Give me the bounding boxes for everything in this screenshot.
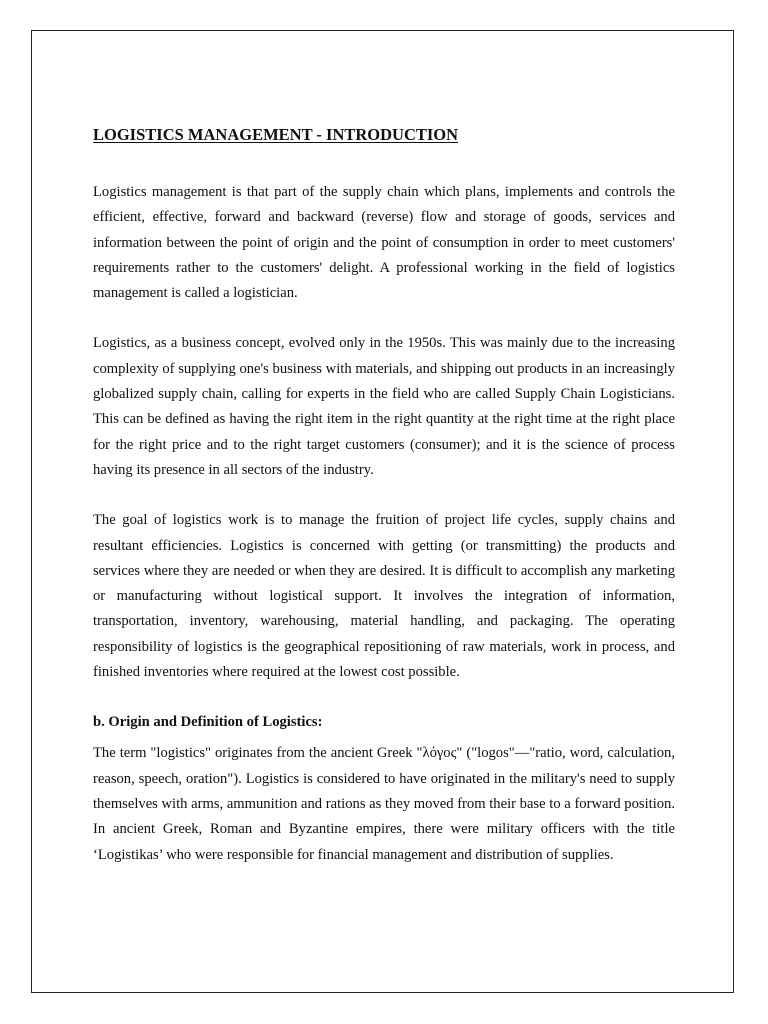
paragraph-goal: The goal of logistics work is to manage the fruition of project life cycles, supply chains and resultant efficiencies. Logistics is concerned with getting (or transmitting) the products and services where they are needed or when they are desired. It is difficult to accomplish any marketing or manufacturing without logistical support. It involves the integration of information, transportation, inventory, warehousing, material handling, and packaging. The operating responsibility of logistics is the geographical repositioning of raw materials, work in process, and finished inventories where required at the lowest cost possible. xyxy=(93,512,675,681)
document-body xyxy=(93,122,675,868)
section-heading: b. Origin and Definition of Logistics: xyxy=(93,714,323,731)
paragraph-definition: Logistics management is that part of the supply chain which plans, implements and controls the efficient, effective, forward and backward (reverse) flow and storage of goods, services and information between the point of origin and the point of consumption in order to meet customers' requirements rather to the customers' delight. A professional working in the field of logistics management is called a logistician. xyxy=(93,184,675,302)
page-title: LOGISTICS MANAGEMENT - INTRODUCTION xyxy=(93,125,459,144)
paragraph-history: Logistics, as a business concept, evolved only in the 1950s. This was mainly due to the increasing complexity of supplying one's business with materials, and shipping out products in an increasingly globalized supply chain, calling for experts in the field who are called Supply Chain Logisticians. This can be defined as having the right item in the right quantity at the right time at the right place for the right price and to the right target customers (consumer); and it is the science of process having its presence in all sectors of the industry. xyxy=(93,335,675,478)
paragraph-origin: The term "logistics" originates from the ancient Greek "λόγος" ("logos"—"ratio, word, calculation, reason, speech, oration"). Logistics is considered to have originated in the military's need to supply themselves with arms, ammunition and rations as they moved from their base to a forward position. In ancient Greek, Roman and Byzantine empires, there were military officers with the title ‘Logistikas’ who were responsible for financial management and distribution of supplies. xyxy=(93,745,675,863)
